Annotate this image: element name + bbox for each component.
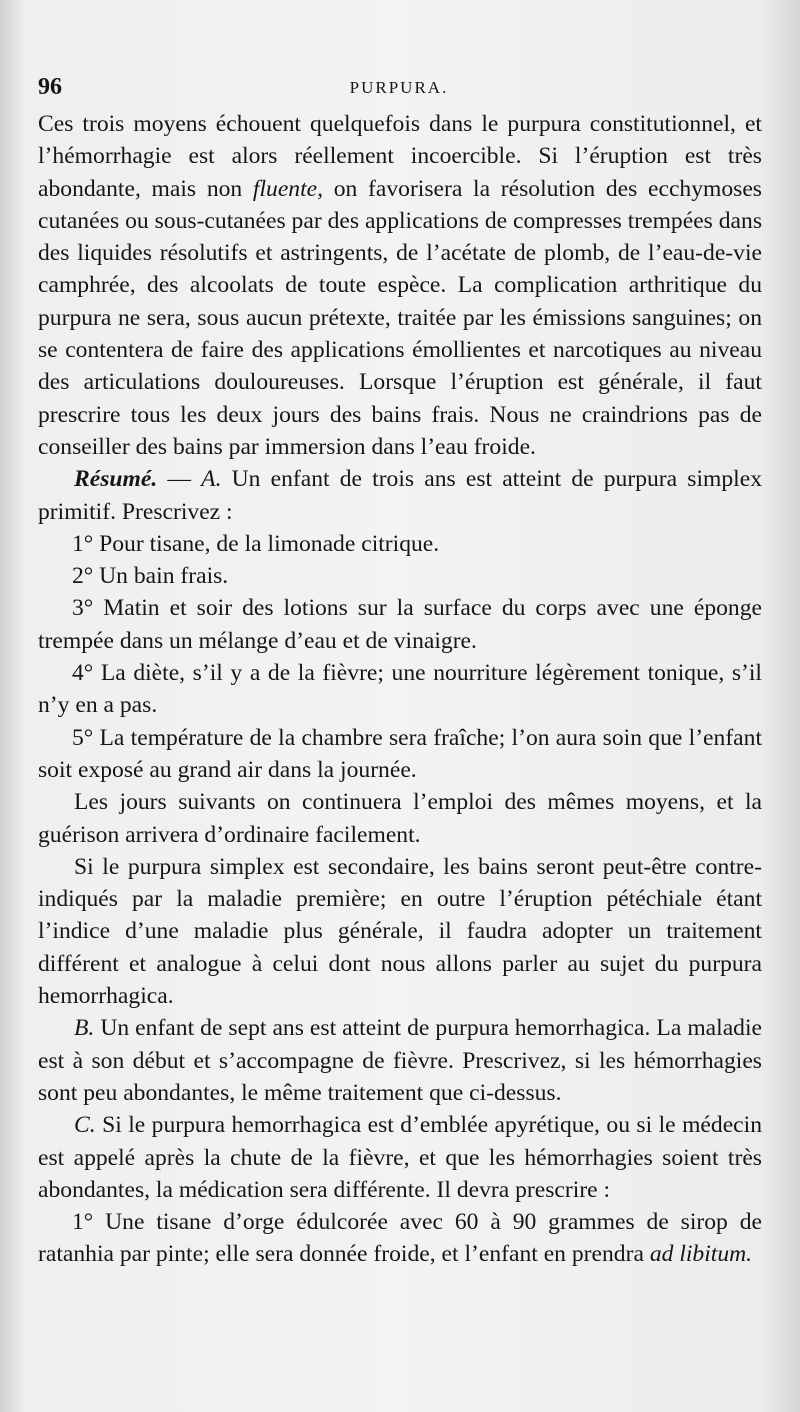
paragraph-section-b: B. Un enfant de sept ans est atteint de purpura hemorrhagica. La maladie est à son début et s’accompagne de fièvre. Prescrivez, si les hémorrhagies sont peu abondantes, le même traitement que ci-dessus. [38,1015,762,1106]
paragraph-treatment: Ces trois moyens échouent quelquefois dans le purpura constitutionnel, et l’hémorrhagie est alors réellement incoercible. Si l’éruption est très abondante, mais non fluente, on favorisera la résolution des ecchymoses cutanées ou sous-cutanées par des applications de compresses trempées dans des liquides résolutifs et astringents, de l’acétate de plomb, de l’eau-de-vie camphrée, des alcoolats de toute espèce. La complication arthritique du purpura ne sera, sous aucun prétexte, traitée par les émissions sanguines; on se contentera de faire des applications émollientes et narcotiques au niveau des articulations douloureuses. Lorsque l’éruption est générale, il faut prescrire tous les deux jours des bains frais. Nous ne craindrions pas de conseiller des bains par immersion dans l’eau froide. [38,111,762,460]
emphasis-fluente: fluente, [252,175,324,202]
section-letter-a: A. [201,466,222,493]
running-title: PURPURA. [349,78,449,97]
list-item: 2° Un bain frais. [72,563,229,590]
list-item: 3° Matin et soir des lotions sur la surface du corps avec une éponge trempée dans un mélange d’eau et de vinaigre. [38,595,762,654]
paragraph-section-c: C. Si le purpura hemorrhagica est d’emblée apyrétique, ou si le médecin est appelé après la chute de la fièvre, et que les hémorrhagies soient très abondantes, la médication sera différente. Il devra prescrire : [38,1112,762,1203]
page-number: 96 [38,74,62,100]
section-letter-b: B. [74,1015,95,1042]
emphasis-ad-libitum: ad libitum. [649,1241,753,1268]
page-header [38,74,760,104]
list-item: 4° La diète, s’il y a de la fièvre; une nourriture légèrement tonique, s’il n’y en a pas. [38,660,762,719]
list-item: 1° Pour tisane, de la limonade citrique. [72,530,440,557]
list-item: 5° La température de la chambre sera fraîche; l’on aura soin que l’enfant soit exposé au grand air dans la journée. [38,724,762,783]
list-item: 1° Une tisane d’orge édulcorée avec 60 à 90 grammes de sirop de ratanhia par pinte; elle sera donnée froide, et l’enfant en prendra ad libitum. [38,1209,762,1268]
paragraph-secondary: Si le purpura simplex est secondaire, les bains seront peut-être contre-indiqués par la maladie première; en outre l’éruption pétéchiale étant l’indice d’une maladie plus générale, il faudra adopter un traitement différent et analogue à celui dont nous allons parler au sujet du purpura hemorrhagica. [38,853,762,1010]
resume-label: Résumé. [74,466,158,493]
paragraph-following-days: Les jours suivants on continuera l’emploi des mêmes moyens, et la guérison arrivera d’ordinaire facilement. [38,789,762,848]
page-body [38,108,762,1271]
section-letter-c: C. [74,1112,96,1139]
paragraph-resume: Résumé. — A. Un enfant de trois ans est atteint de purpura simplex primitif. Prescrivez : [38,466,762,525]
